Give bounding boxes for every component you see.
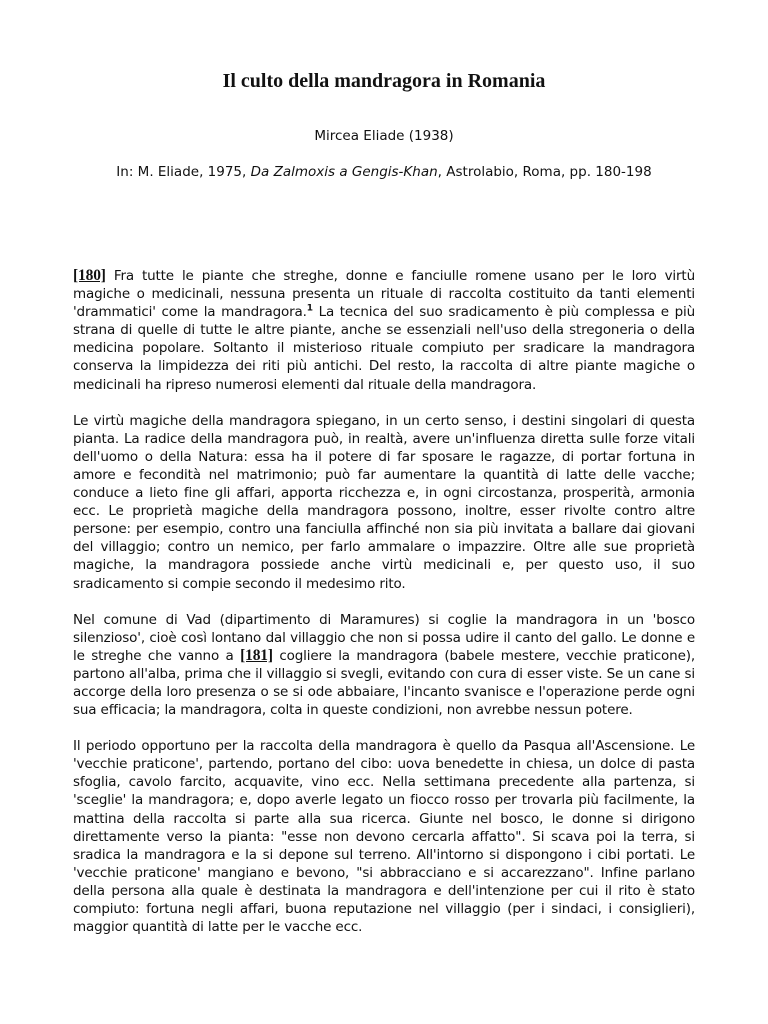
- source-citation: [0, 163, 768, 181]
- paragraph-1-text-b: La tecnica del suo sradicamento è più complessa e più strana di quelle di tutte le altre piante, anche se essenziali nell'uso della stregoneria o della medicina popolare. Soltanto il misterioso rituale compiuto per sradicare la mandragora conserva la limpidezza dei riti più antichi. Del resto, la raccolta di altre piante magiche o medicinali ha ripreso numerosi elementi dal rituale della mandragora.: [73, 304, 695, 393]
- paragraph-3: [73, 611, 695, 720]
- author-line: Mircea Eliade (1938): [314, 128, 454, 144]
- source-prefix: In: M. Eliade, 1975,: [116, 164, 251, 180]
- footnote-marker: 1: [306, 303, 313, 314]
- page-ref-180-link[interactable]: [180]: [73, 267, 106, 284]
- paragraph-1-text-a: Fra tutte le piante che streghe, donne e fanciulle romene usano per le loro virtù magiche o medicinali, nessuna presenta un rituale di raccolta costituito da tanti elementi 'drammatici' come la mandragora.: [73, 268, 695, 321]
- page-ref-181-link[interactable]: [181]: [240, 646, 273, 664]
- source-suffix: , Astrolabio, Roma, pp. 180-198: [437, 164, 652, 180]
- body-text: [73, 267, 695, 954]
- source-book-title: Da Zalmoxis a Gengis-Khan: [250, 164, 438, 180]
- paragraph-3-text-b: cogliere la mandragora (babele mestere, vecchie praticone), partono all'alba, prima che il villaggio si svegli, evitando con cura di esser viste. Se un cane si accorge della loro presenza o se si ode abbaiare, l'incanto svanisce e l'operazione perde ogni sua efficacia; la mandragora, colta in queste condizioni, non avrebbe nessun potere.: [73, 647, 695, 719]
- document-title: Il culto della mandragora in Romania: [222, 70, 546, 92]
- paragraph-2: Le virtù magiche della mandragora spiegano, in un certo senso, i destini singolari di questa pianta. La radice della mandragora può, in realtà, avere un'influenza diretta sulle forze vitali dell'uomo o della Natura: essa ha il potere di far sposare le ragazze, di portar fortuna in amore e fecondità nel matrimonio; può far aumentare la quantità di latte delle vacche; conduce a lieto fine gli affari, apporta ricchezza e, in ogni circostanza, prosperità, armonia ecc. Le proprietà magiche della mandragora possono, inoltre, esser rivolte contro altre persone: per esempio, contro una fanciulla affinché non sia più invitata a ballare dai giovani del villaggio; contro un nemico, per farlo ammalare o impazzire. Oltre alle sue proprietà magiche, la mandragora possiede anche virtù medicinali e, per questo uso, il suo sradicamento si compie secondo il medesimo rito.: [73, 412, 695, 592]
- paragraph-3-text-a: Nel comune di Vad (dipartimento di Maramures) si coglie la mandragora in un 'bosco silenzioso', cioè così lontano dal villaggio che non si possa udire il canto del gallo. Le donne e le streghe che vanno a: [73, 611, 695, 664]
- paragraph-4: Il periodo opportuno per la raccolta della mandragora è quello da Pasqua all'Ascensione. Le 'vecchie praticone', partendo, portano del cibo: uova benedette in chiesa, un dolce di pasta sfoglia, cavolo farcito, acquavite, vino ecc. Nella settimana precedente alla partenza, si 'sceglie' la mandragora; e, dopo averle legato un fiocco rosso per trovarla più facilmente, la mattina della raccolta si parte alla sua ricerca. Giunte nel bosco, le donne si dirigono direttamente verso la pianta: "esse non devono cercarla affatto". Si scava poi la terra, si sradica la mandragora e la si depone sul terreno. All'intorno si dispongono i cibi portati. Le 'vecchie praticone' mangiano e bevono, "si abbracciano e si accarezzano". Infine parlano della persona alla quale è destinata la mandragora e dell'intenzione per cui il rito è stato compiuto: fortuna negli affari, buona reputazione nel villaggio (per i sindaci, i consiglieri), maggior quantità di latte per le vacche ecc.: [73, 738, 695, 936]
- paragraph-1: [73, 267, 695, 394]
